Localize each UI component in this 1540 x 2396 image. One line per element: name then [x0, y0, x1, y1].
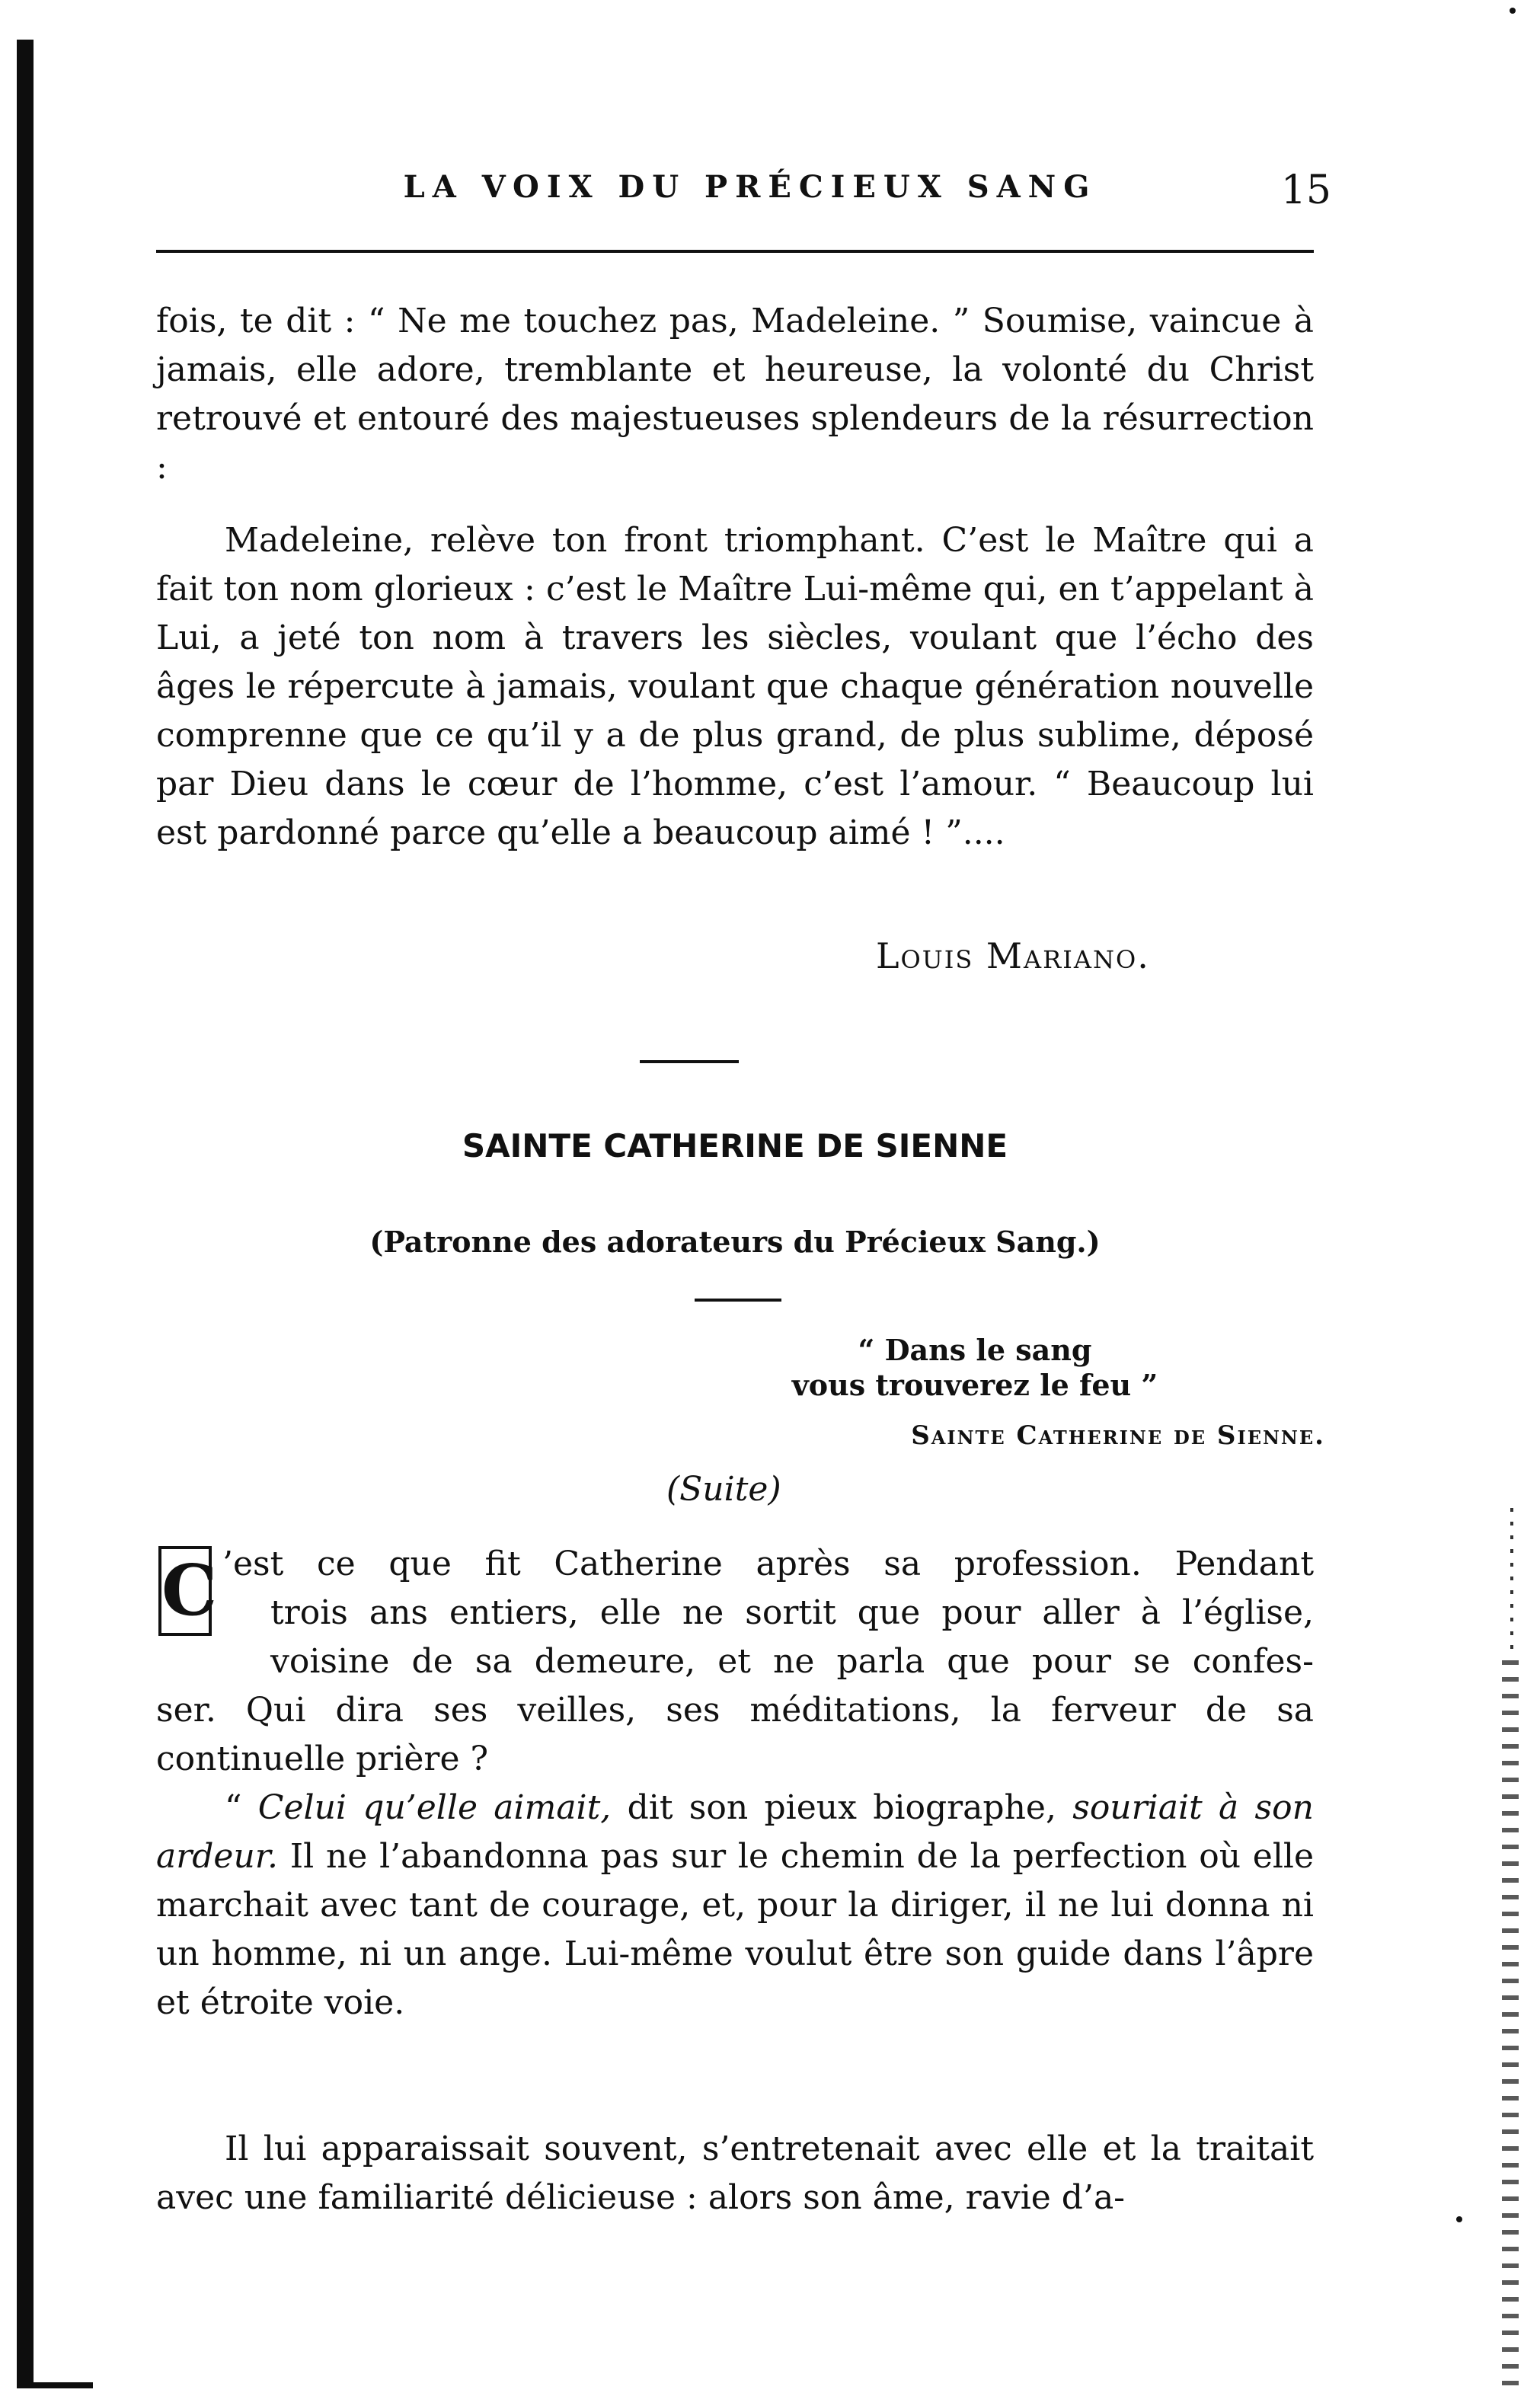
drop-cap: C	[158, 1546, 212, 1636]
paragraph-rest: Il ne l’abandonna pas sur le chemin de la perfection où elle marchait avec tant de courage, et, pour la diriger, il ne lui donna ni un homme, ni un ange. Lui-même voulut être son guide dans l’âpre et étroite voie.	[156, 1837, 1314, 2022]
paragraph-apparitions	[156, 2125, 1314, 2222]
paragraph-text: Il lui apparaissait souvent, s’entretenait avec elle et la traitait avec une familiarité délicieuse : alors son âme, ravie d’a-	[156, 2129, 1314, 2217]
italic-quote: souriait à son ardeur.	[156, 1788, 1314, 1876]
lead-line: trois ans entiers, elle ne sortit que pour aller à l’église,	[270, 1593, 1314, 1632]
paragraph-text: Madeleine, relève ton front triomphant. C’est le Maître qui a fait ton nom glorieux : c’est le Maître Lui-même qui, en t’appelant à Lui, a jeté ton nom à travers les siècles, voulant que l’écho des âges le répercute à jamais, voulant que chaque génération nouvelle comprenne que ce qu’il y a de plus grand, de plus sublime, déposé par Dieu dans le cœur de l’homme, c’est l’amour. “ Beaucoup lui est pardonné parce qu’elle a beaucoup aimé ! ”....	[156, 521, 1314, 852]
page-binding-foot	[17, 2382, 93, 2388]
scan-speck-lower	[1456, 2216, 1462, 2222]
paragraph-continuation	[156, 297, 1314, 492]
epigraph-author: Sainte Catherine de Sienne.	[911, 1420, 1325, 1451]
quote-open: “	[225, 1788, 242, 1827]
page-number: 15	[1280, 168, 1331, 213]
section-title: SAINTE CATHERINE DE SIENNE	[462, 1127, 1008, 1164]
epigraph-line: vous trouverez le feu ”	[791, 1368, 1158, 1402]
section-subtitle: (Patronne des adorateurs du Précieux Sang.)	[369, 1225, 1101, 1259]
paragraph-profession	[156, 1686, 1314, 1784]
paragraph-text	[156, 1784, 1314, 2027]
paragraph-text: fois, te dit : “ Ne me touchez pas, Madeleine. ” Soumise, vaincue à jamais, elle adore, tremblante et heureuse, la volonté du Christ retrouvé et entouré des majestueuses splendeurs de la résurrection :	[156, 302, 1314, 487]
lead-line: ’est ce que fit Catherine après sa profession. Pendant	[222, 1545, 1314, 1583]
article-signature: Louis Mariano.	[876, 935, 1150, 976]
paragraph-biographer	[156, 1784, 1314, 2027]
running-head: LA VOIX DU PRÉCIEUX SANG	[403, 168, 1097, 205]
continuation-label: (Suite)	[666, 1470, 781, 1509]
header-rule	[156, 250, 1314, 253]
subtitle-divider	[695, 1299, 781, 1302]
epigraph	[762, 1333, 1188, 1403]
lead-line: voisine de sa demeure, et ne parla que pour se confes-	[270, 1642, 1314, 1681]
italic-quote: Celui qu’elle aimait,	[257, 1788, 612, 1827]
scan-edge-artifact	[1502, 1660, 1519, 2391]
paragraph-madeleine	[156, 516, 1314, 858]
quote-attribution: dit son pieux biographe,	[627, 1788, 1056, 1827]
scan-speck	[1510, 8, 1516, 14]
epigraph-line: “ Dans le sang	[858, 1333, 1092, 1367]
paragraph-text: ser. Qui dira ses veilles, ses méditations, la ferveur de sa continuelle prière ?	[156, 1691, 1314, 1778]
scan-edge-dots	[1510, 1508, 1513, 1653]
section-divider	[640, 1060, 739, 1063]
page-binding-edge	[17, 40, 34, 2385]
